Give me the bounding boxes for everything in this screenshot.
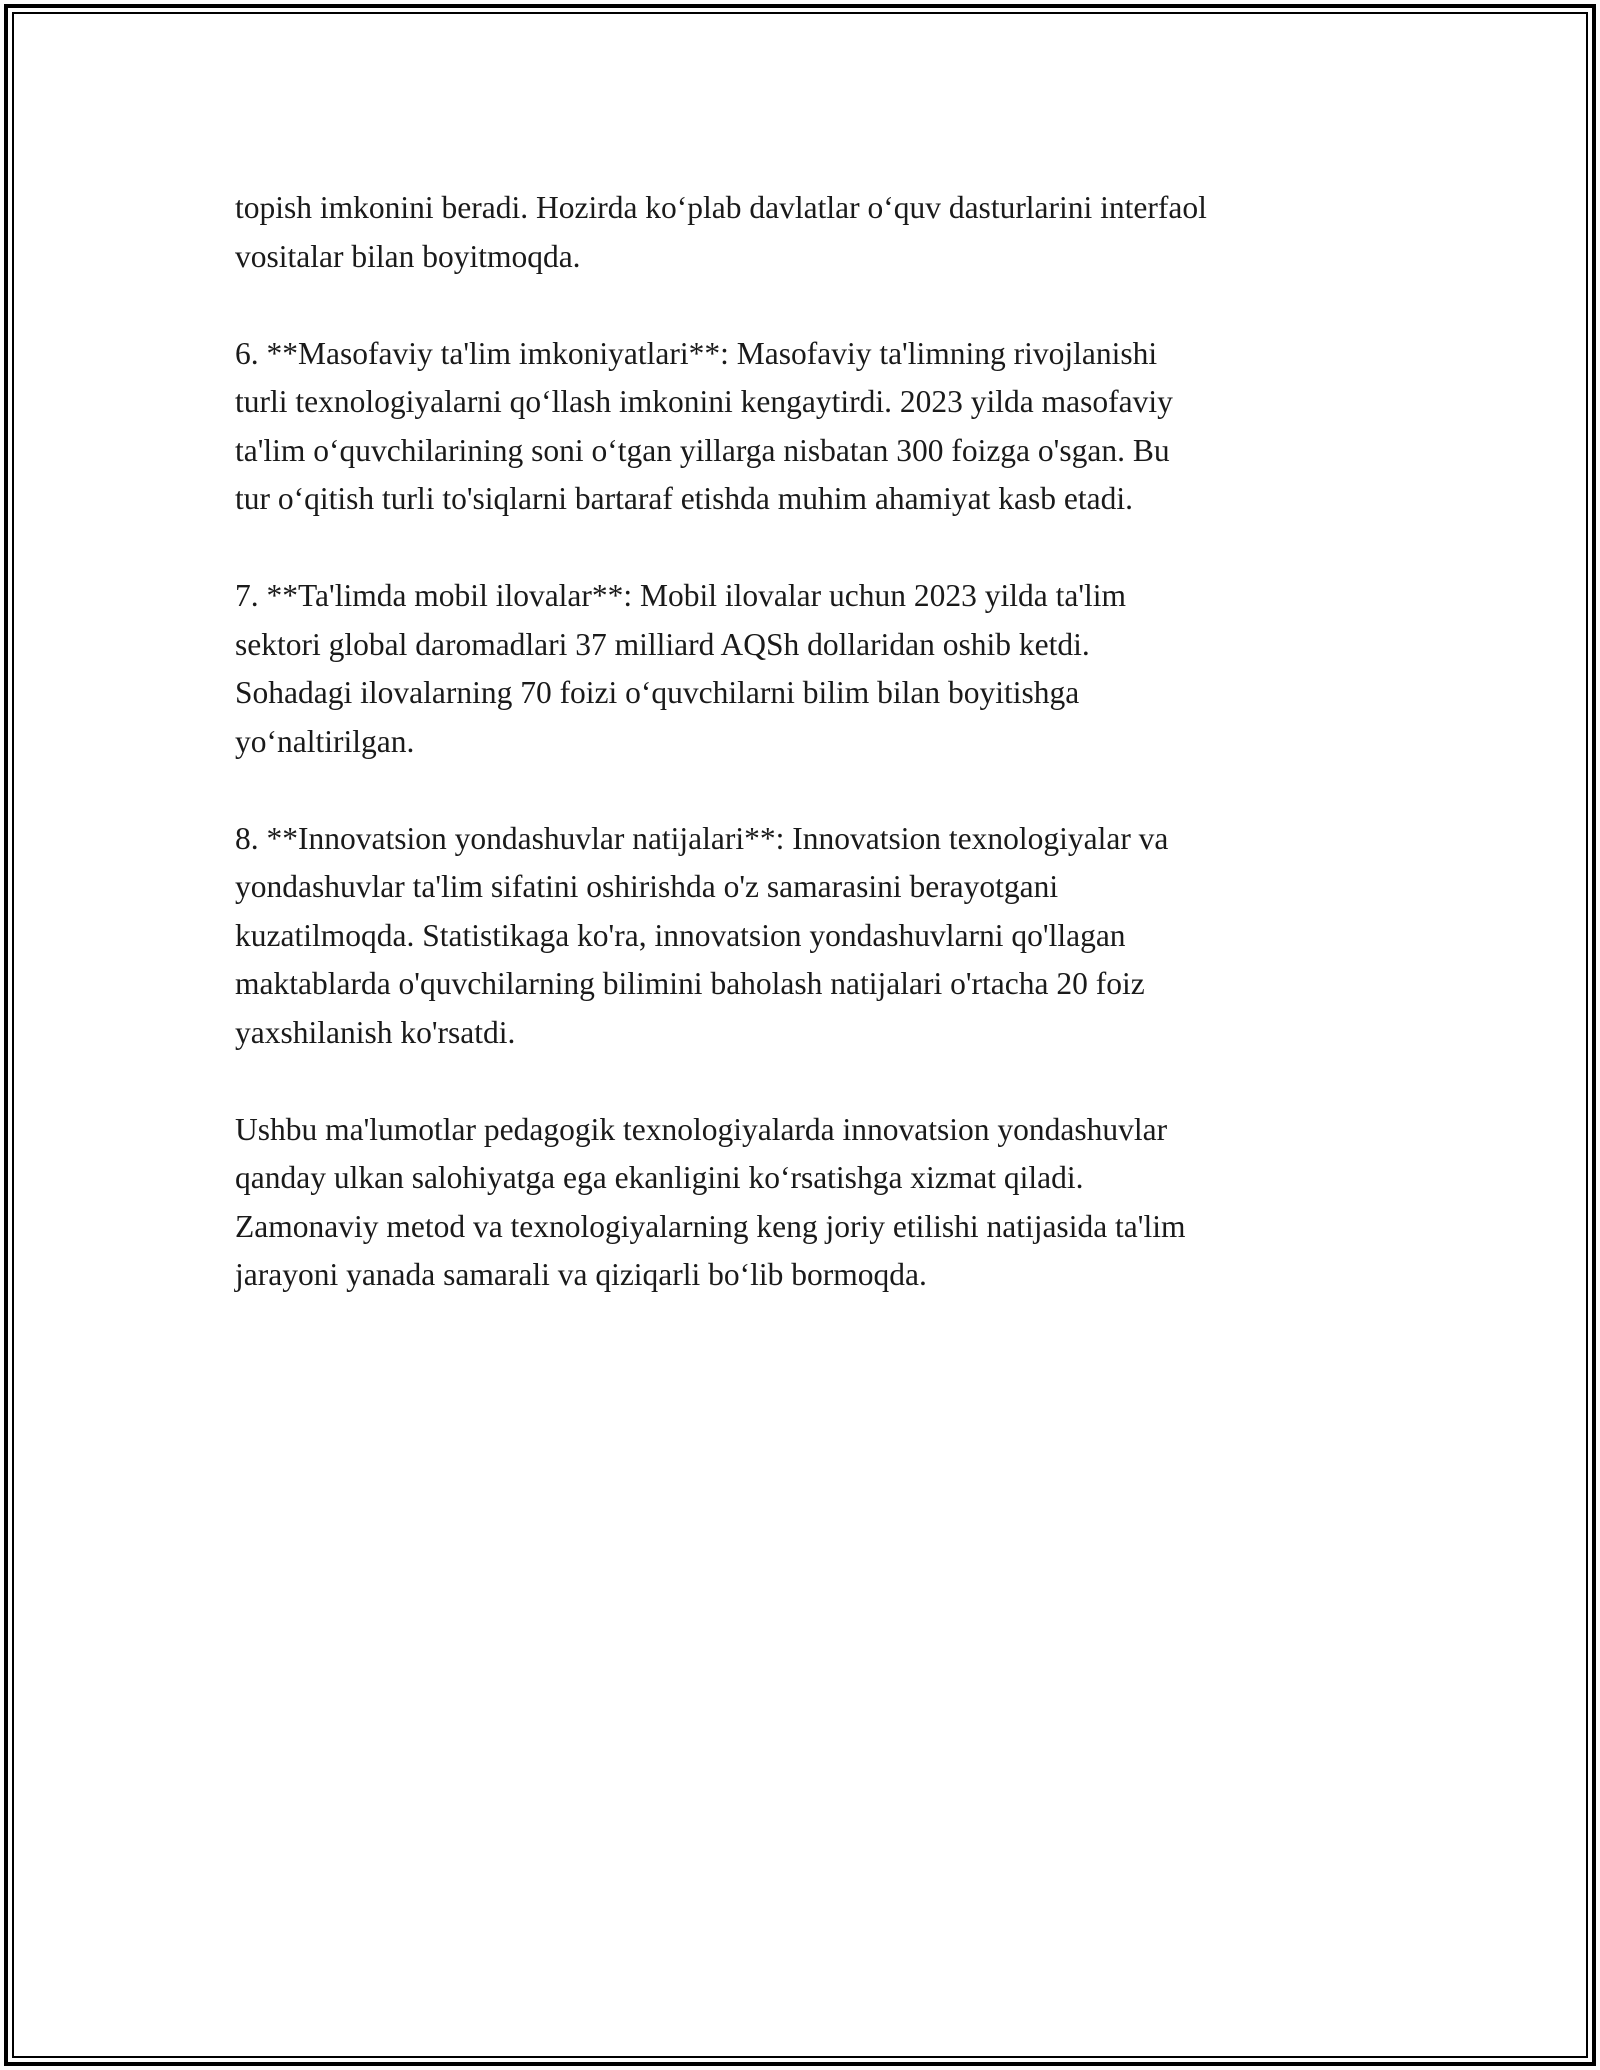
- paragraph-conclusion: Ushbu ma'lumotlar pedagogik texnologiyalarda innovatsion yondashuvlar qanday ulkan salohiyatga ega ekanligini ko‘rsatishga xizmat qiladi. Zamonaviy metod va texnologiyalarning keng joriy etilishi natijasida ta'lim jarayoni yanada samarali va qiziqarli bo‘lib bormoqda.: [235, 1111, 1186, 1292]
- paragraph-item-7: 7. **Ta'limda mobil ilovalar**: Mobil ilovalar uchun 2023 yilda ta'lim sektori global daromadlari 37 milliard AQSh dollaridan oshib ketdi. Sohadagi ilovalarning 70 foizi o‘quvchilarni bilim bilan boyitishga yo‘naltirilgan.: [235, 578, 1126, 759]
- paragraph-item-8: 8. **Innovatsion yondashuvlar natijalari**: Innovatsion texnologiyalar va yondashuvlar ta'lim sifatini oshirishda o'z samarasini berayotgani kuzatilmoqda. Statistikaga ko'ra, innovatsion yondashuvlarni qo'llagan maktablarda o'quvchilarning bilimini baholash natijalari o'rtacha 20 foiz yaxshilanish ko'rsatdi.: [235, 820, 1169, 1050]
- document-body: [235, 184, 1385, 1300]
- paragraph-item-6: 6. **Masofaviy ta'lim imkoniyatlari**: Masofaviy ta'limning rivojlanishi turli texnologiyalarni qo‘llash imkonini kengaytirdi. 2023 yilda masofaviy ta'lim o‘quvchilarining soni o‘tgan yillarga nisbatan 300 foizga o'sgan. Bu tur o‘qitish turli to'siqlarni bartaraf etishda muhim ahamiyat kasb etadi.: [235, 335, 1173, 516]
- paragraph-continuation: topish imkonini beradi. Hozirda ko‘plab davlatlar o‘quv dasturlarini interfaol vositalar bilan boyitmoqda.: [235, 190, 1207, 274]
